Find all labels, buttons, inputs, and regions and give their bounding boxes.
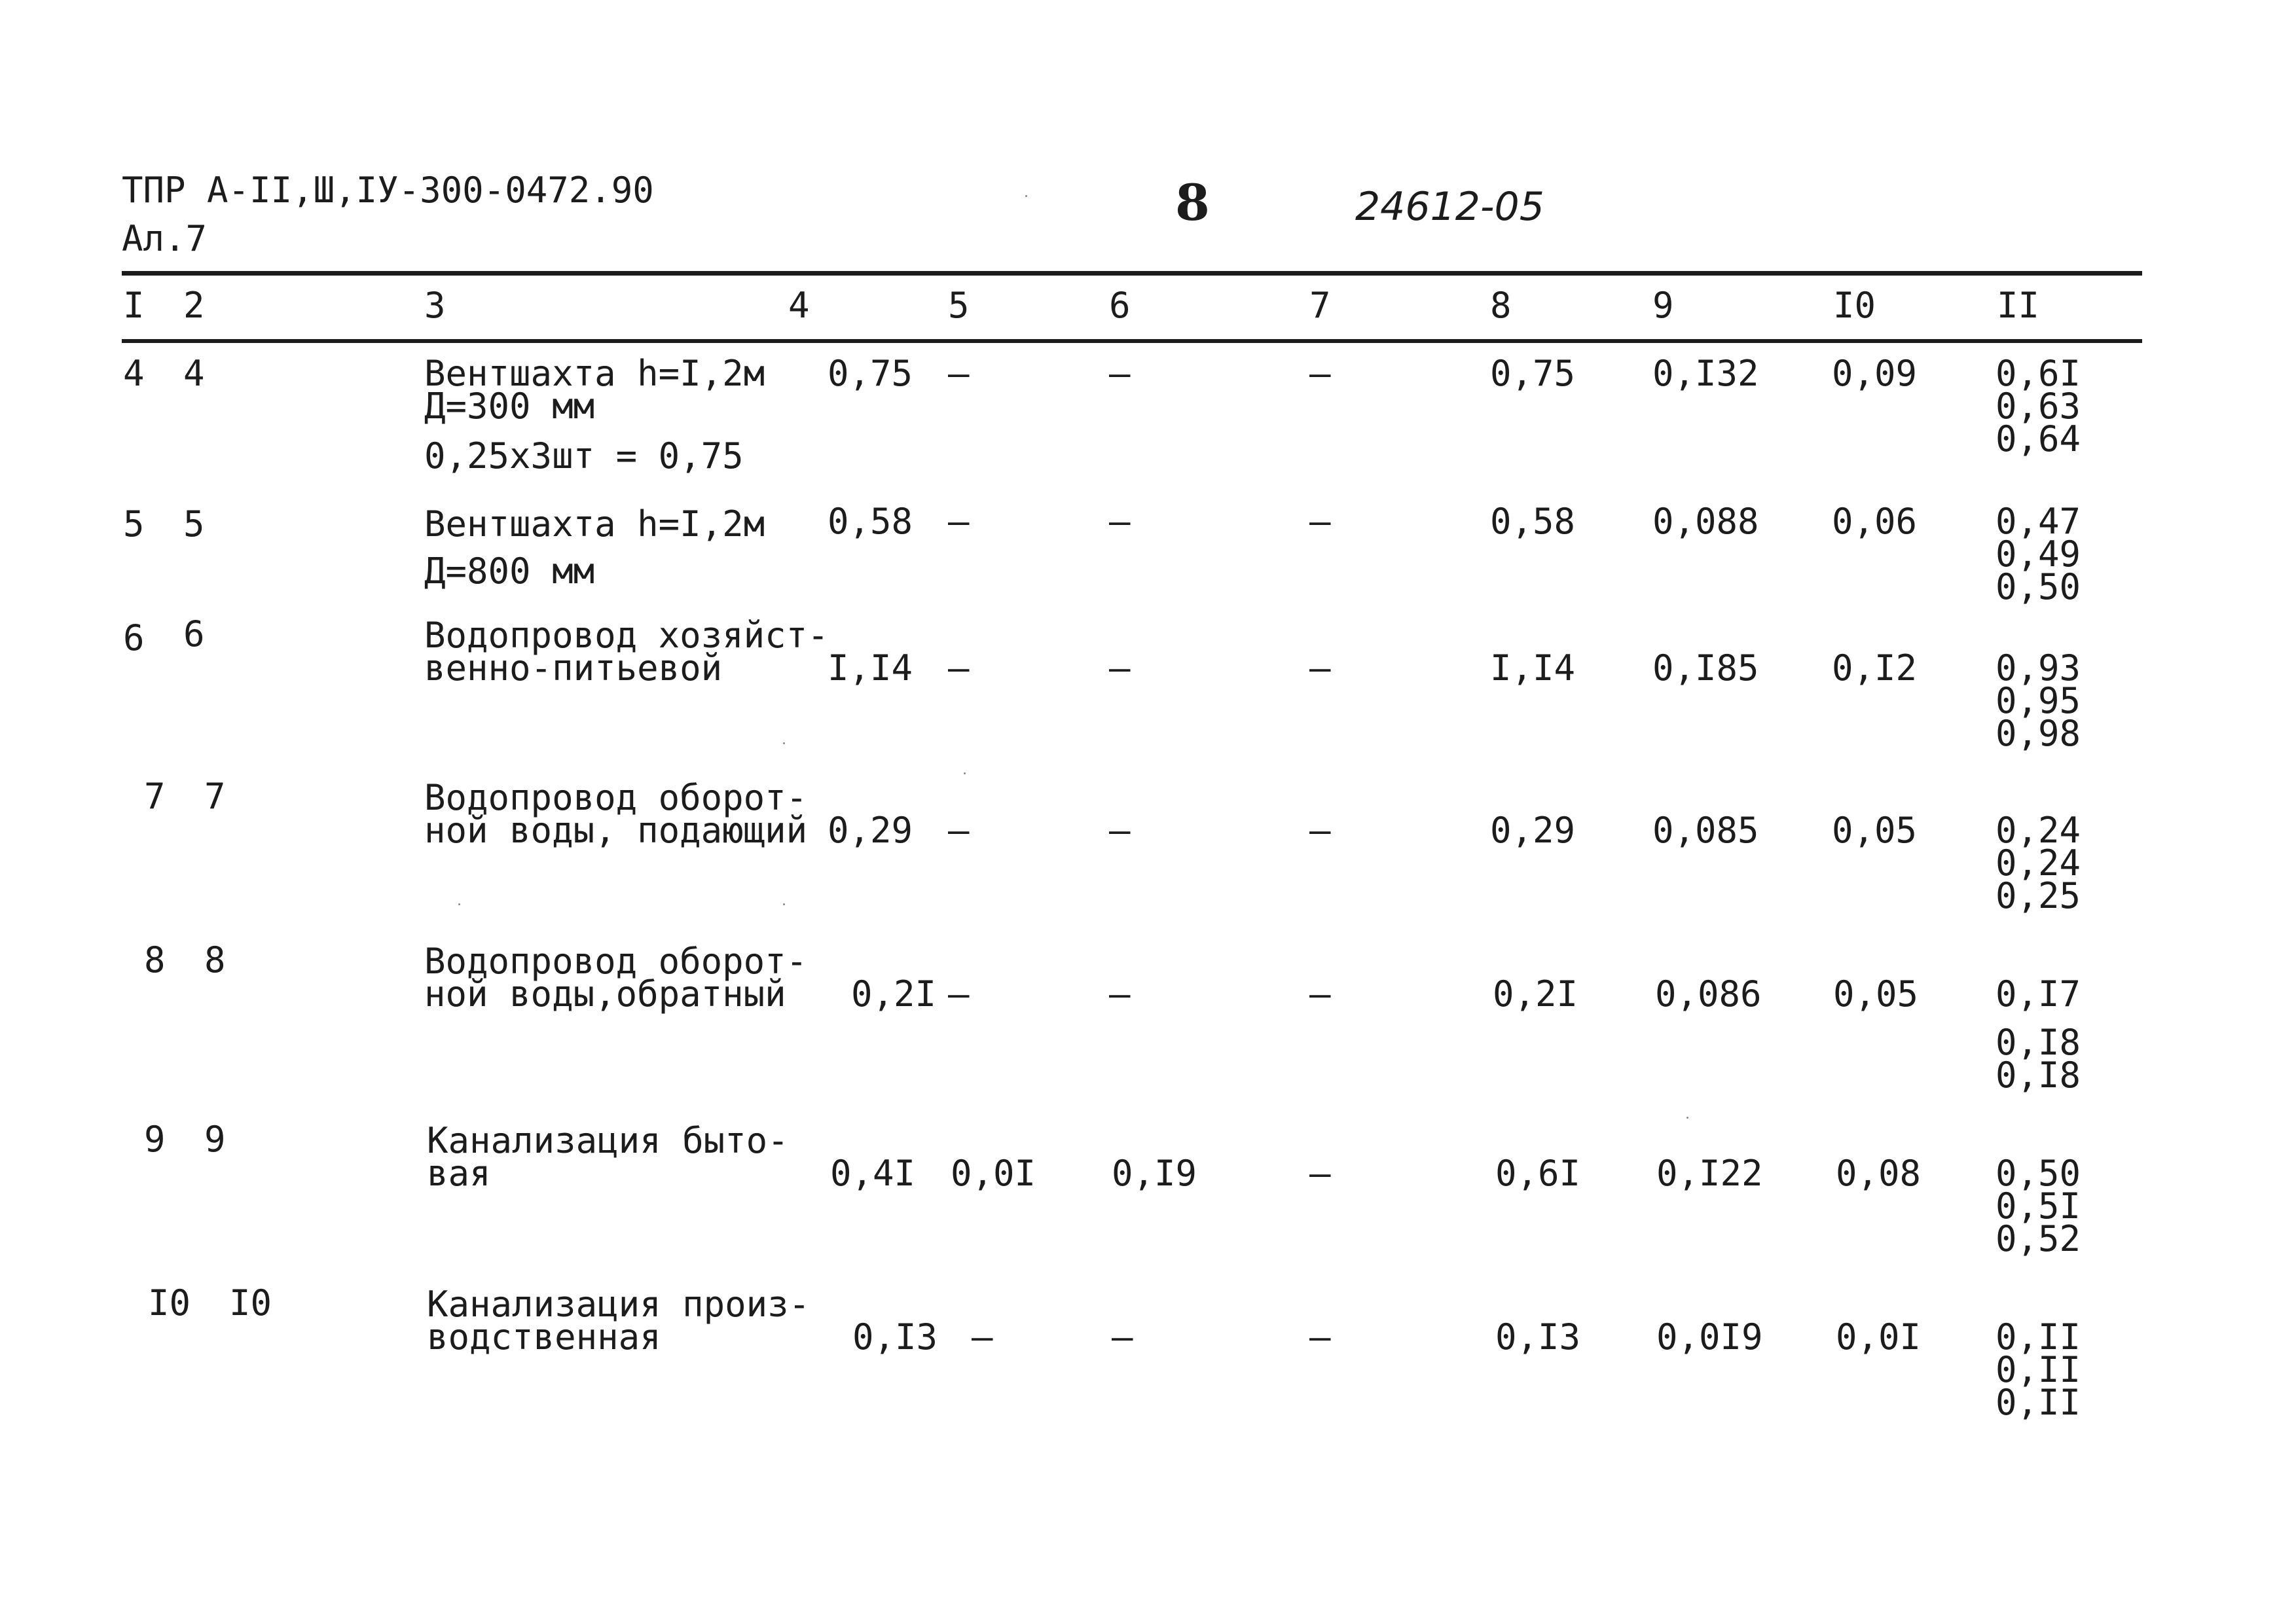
value-col8: 0,2I xyxy=(1493,973,1578,1015)
column-header-8: 8 xyxy=(1490,285,1512,326)
value-col9: 0,I32 xyxy=(1652,353,1759,394)
column-header-2: 2 xyxy=(183,285,205,326)
value-col11: 0,50 0,5I 0,52 xyxy=(1995,1153,2081,1259)
column-header-7: 7 xyxy=(1309,285,1331,326)
value-col11: 0,47 0,49 0,50 xyxy=(1995,501,2081,607)
column-header-11: II xyxy=(1997,285,2040,326)
row-number-col1: I0 xyxy=(148,1282,191,1324)
value-col9: 0,086 xyxy=(1655,973,1762,1015)
value-col5: – xyxy=(948,647,970,689)
row-description: Вентшахта h=I,2м Д=300 мм 0,25х3шт = 0,75 xyxy=(424,353,765,477)
row-number-col2: 8 xyxy=(204,939,226,981)
value-col10: 0,09 xyxy=(1832,353,1918,394)
row-description: Водопровод оборот- ной воды,обратный xyxy=(424,941,808,1015)
value-col6: – xyxy=(1109,973,1131,1015)
value-col11: 0,I7 0,I8 0,I8 xyxy=(1995,973,2081,1096)
scan-speck xyxy=(1025,195,1027,197)
value-col6: 0,I9 xyxy=(1112,1153,1197,1194)
value-col4: 0,4I xyxy=(830,1153,916,1194)
inventory-stamp: 24612-05 xyxy=(1355,184,1544,230)
row-description: Вентшахта h=I,2м Д=800 мм xyxy=(424,503,765,592)
value-col6: – xyxy=(1109,353,1131,394)
value-col5: – xyxy=(948,973,970,1015)
value-col5: – xyxy=(972,1316,993,1358)
row-number-col2: 7 xyxy=(204,776,226,817)
row-number-col1: 7 xyxy=(144,776,166,817)
value-col4: I,I4 xyxy=(828,647,913,689)
row-number-col2: 5 xyxy=(183,503,205,545)
value-col6: – xyxy=(1109,647,1131,689)
value-col7: – xyxy=(1309,810,1331,851)
value-col10: 0,08 xyxy=(1836,1153,1922,1194)
value-col9: 0,I85 xyxy=(1652,647,1759,689)
row-description: Канализация быто- вая xyxy=(427,1120,789,1194)
value-col9: 0,085 xyxy=(1652,810,1759,851)
row-number-col2: I0 xyxy=(229,1282,272,1324)
row-number-col1: 6 xyxy=(123,617,145,659)
scan-speck xyxy=(1686,1117,1688,1119)
value-col5: 0,0I xyxy=(951,1153,1036,1194)
value-col11: 0,6I 0,63 0,64 xyxy=(1995,353,2081,460)
column-header-1: I xyxy=(123,285,145,326)
scan-speck xyxy=(783,903,785,905)
value-col9: 0,0I9 xyxy=(1656,1316,1763,1358)
value-col10: 0,05 xyxy=(1833,973,1919,1015)
value-col8: 0,I3 xyxy=(1495,1316,1581,1358)
page-number: 8 xyxy=(1175,173,1210,232)
value-col8: I,I4 xyxy=(1490,647,1576,689)
value-col4: 0,2I xyxy=(851,973,937,1015)
value-col7: – xyxy=(1309,1153,1331,1194)
row-description: Канализация произ- водственная xyxy=(427,1284,811,1358)
value-col11: 0,24 0,24 0,25 xyxy=(1995,810,2081,916)
value-col10: 0,06 xyxy=(1832,501,1918,542)
value-col6: – xyxy=(1109,501,1131,542)
value-col10: 0,I2 xyxy=(1832,647,1918,689)
column-header-5: 5 xyxy=(948,285,970,326)
value-col4: 0,75 xyxy=(828,353,913,394)
value-col11: 0,II 0,II 0,II xyxy=(1995,1316,2081,1423)
value-col5: – xyxy=(948,810,970,851)
table-top-rule xyxy=(122,271,2142,276)
album-number: Ал.7 xyxy=(122,218,208,259)
value-col5: – xyxy=(948,501,970,542)
column-header-10: I0 xyxy=(1833,285,1876,326)
column-header-4: 4 xyxy=(788,285,810,326)
value-col11: 0,93 0,95 0,98 xyxy=(1995,647,2081,754)
column-header-9: 9 xyxy=(1652,285,1674,326)
scan-speck xyxy=(964,772,966,774)
value-col7: – xyxy=(1309,1316,1331,1358)
value-col10: 0,05 xyxy=(1832,810,1918,851)
row-description: Водопровод оборот- ной воды, подающий xyxy=(424,777,808,851)
value-col9: 0,I22 xyxy=(1656,1153,1763,1194)
value-col4: 0,58 xyxy=(828,501,913,542)
value-col7: – xyxy=(1309,647,1331,689)
row-number-col1: 8 xyxy=(144,939,166,981)
value-col8: 0,58 xyxy=(1490,501,1576,542)
column-header-6: 6 xyxy=(1109,285,1131,326)
value-col8: 0,6I xyxy=(1495,1153,1581,1194)
row-number-col1: 5 xyxy=(123,503,145,545)
value-col8: 0,75 xyxy=(1490,353,1576,394)
scan-speck xyxy=(783,742,785,744)
value-col6: – xyxy=(1112,1316,1133,1358)
row-number-col1: 4 xyxy=(123,353,145,394)
value-col4: 0,29 xyxy=(828,810,913,851)
value-col5: – xyxy=(948,353,970,394)
row-number-col2: 9 xyxy=(204,1119,226,1160)
value-col6: – xyxy=(1109,810,1131,851)
value-col7: – xyxy=(1309,973,1331,1015)
document-code: ТПР А-II,Ш,IУ-300-0472.90 xyxy=(122,170,654,211)
value-col8: 0,29 xyxy=(1490,810,1576,851)
value-col7: – xyxy=(1309,501,1331,542)
value-col4: 0,I3 xyxy=(852,1316,938,1358)
row-description: Водопровод хозяйст- венно-питьевой xyxy=(424,615,829,689)
value-col7: – xyxy=(1309,353,1331,394)
row-number-col2: 6 xyxy=(183,613,205,655)
scan-speck xyxy=(458,903,460,905)
table-header-rule xyxy=(122,339,2142,343)
column-header-3: 3 xyxy=(424,285,446,326)
row-number-col2: 4 xyxy=(183,353,205,394)
value-col10: 0,0I xyxy=(1836,1316,1922,1358)
row-number-col1: 9 xyxy=(144,1119,166,1160)
value-col9: 0,088 xyxy=(1652,501,1759,542)
